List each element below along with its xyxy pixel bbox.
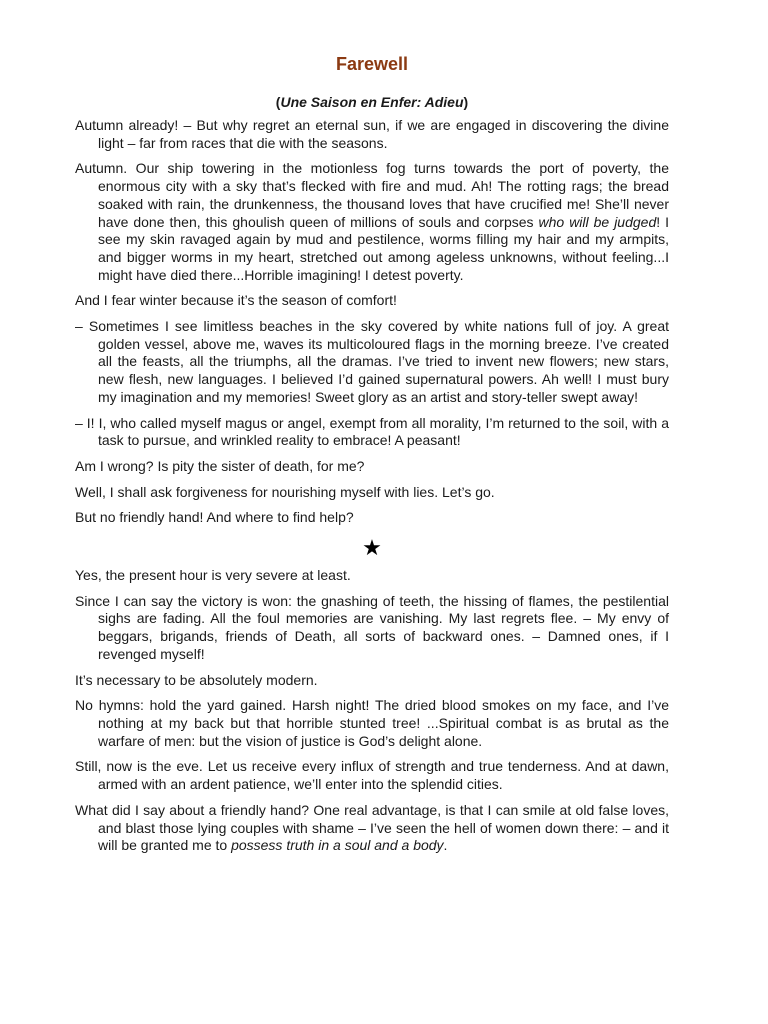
paragraph-14-italic: possess truth in a soul and a body (231, 837, 444, 854)
paragraph-11: It’s necessary to be absolutely modern. (75, 671, 318, 688)
paragraph-12: No hymns: hold the yard gained. Harsh night! The dried blood smokes on my face, and I’ve nothing at my back but that horrible stunted tree! ...Spiritual combat is as brutal as the warfare of men: but the vision of justice is God’s delight alone. (75, 697, 669, 749)
paragraph-2-part-a: Autumn. Our ship towering in the motionless fog turns towards the port of poverty, the enormous city with a sky that’s flecked with fire and mud. Ah! The rotting rags; the bread soaked with rain, the drunkenness, the thousand loves that have crucified me! She’ll never have done then, this ghoulish queen of millions of souls and corpses (75, 160, 669, 230)
paragraph-2-italic: who will be judged (538, 213, 657, 230)
subtitle-open-paren: ( (275, 94, 281, 110)
paragraph-2 (75, 160, 669, 284)
star-separator-icon: ★ (362, 535, 382, 561)
page-title: Farewell (335, 54, 409, 74)
page-subtitle (75, 93, 669, 111)
paragraph-2-part-b: ! I see my skin ravaged again by mud and pestilence, worms filling my hair and my armpits, and bigger worms in my heart, stretched out among ageless unknowns, without feeling...I might have died there...Horrible imagining! I detest poverty. (98, 213, 670, 283)
paragraph-14-part-a: What did I say about a friendly hand? One real advantage, is that I can smile at old false loves, and blast those lying couples with shame – I’ve seen the hell of women down there: – and it will be granted me to (75, 801, 669, 854)
paragraph-10: Since I can say the victory is won: the gnashing of teeth, the hissing of flames, the pestilential sighs are fading. All the foul memories are vanishing. My last regrets flee. – My envy of beggars, brigands, friends of Death, all sorts of backward ones. – Damned ones, if I revenged myself! (75, 592, 669, 662)
paragraph-14-part-b: . (443, 837, 448, 854)
paragraph-7: Well, I shall ask forgiveness for nourishing myself with lies. Let’s go. (75, 483, 495, 500)
paragraph-13: Still, now is the eve. Let us receive every influx of strength and true tenderness. And at dawn, armed with an ardent patience, we’ll enter into the splendid cities. (75, 758, 669, 793)
paragraph-8: But no friendly hand! And where to find help? (75, 509, 354, 526)
paragraph-5: – I! I, who called myself magus or angel, exempt from all morality, I’m returned to the soil, with a task to pursue, and wrinkled reality to embrace! A peasant! (75, 414, 669, 449)
paragraph-9: Yes, the present hour is very severe at least. (75, 567, 351, 584)
paragraph-1: Autumn already! – But why regret an eternal sun, if we are engaged in discovering the divine light – far from races that die with the seasons. (75, 117, 669, 151)
subtitle-close-paren: ) (463, 94, 469, 110)
subtitle-source: Une Saison en Enfer: Adieu (280, 94, 464, 110)
paragraph-4: – Sometimes I see limitless beaches in the sky covered by white nations full of joy. A great golden vessel, above me, waves its multicoloured flags in the morning breeze. I’ve created all the feasts, all the triumphs, all the dramas. I’ve tried to invent new flowers; new stars, new flesh, new languages. I believed I’d gained supernatural powers. Ah well! I must bury my imagination and my memories! Sweet glory as an artist and story-teller swept away! (75, 318, 669, 405)
paragraph-14 (75, 802, 669, 855)
paragraph-3: And I fear winter because it’s the season of comfort! (75, 292, 397, 309)
paragraph-6: Am I wrong? Is pity the sister of death, for me? (75, 457, 365, 474)
poem-page (75, 52, 669, 863)
